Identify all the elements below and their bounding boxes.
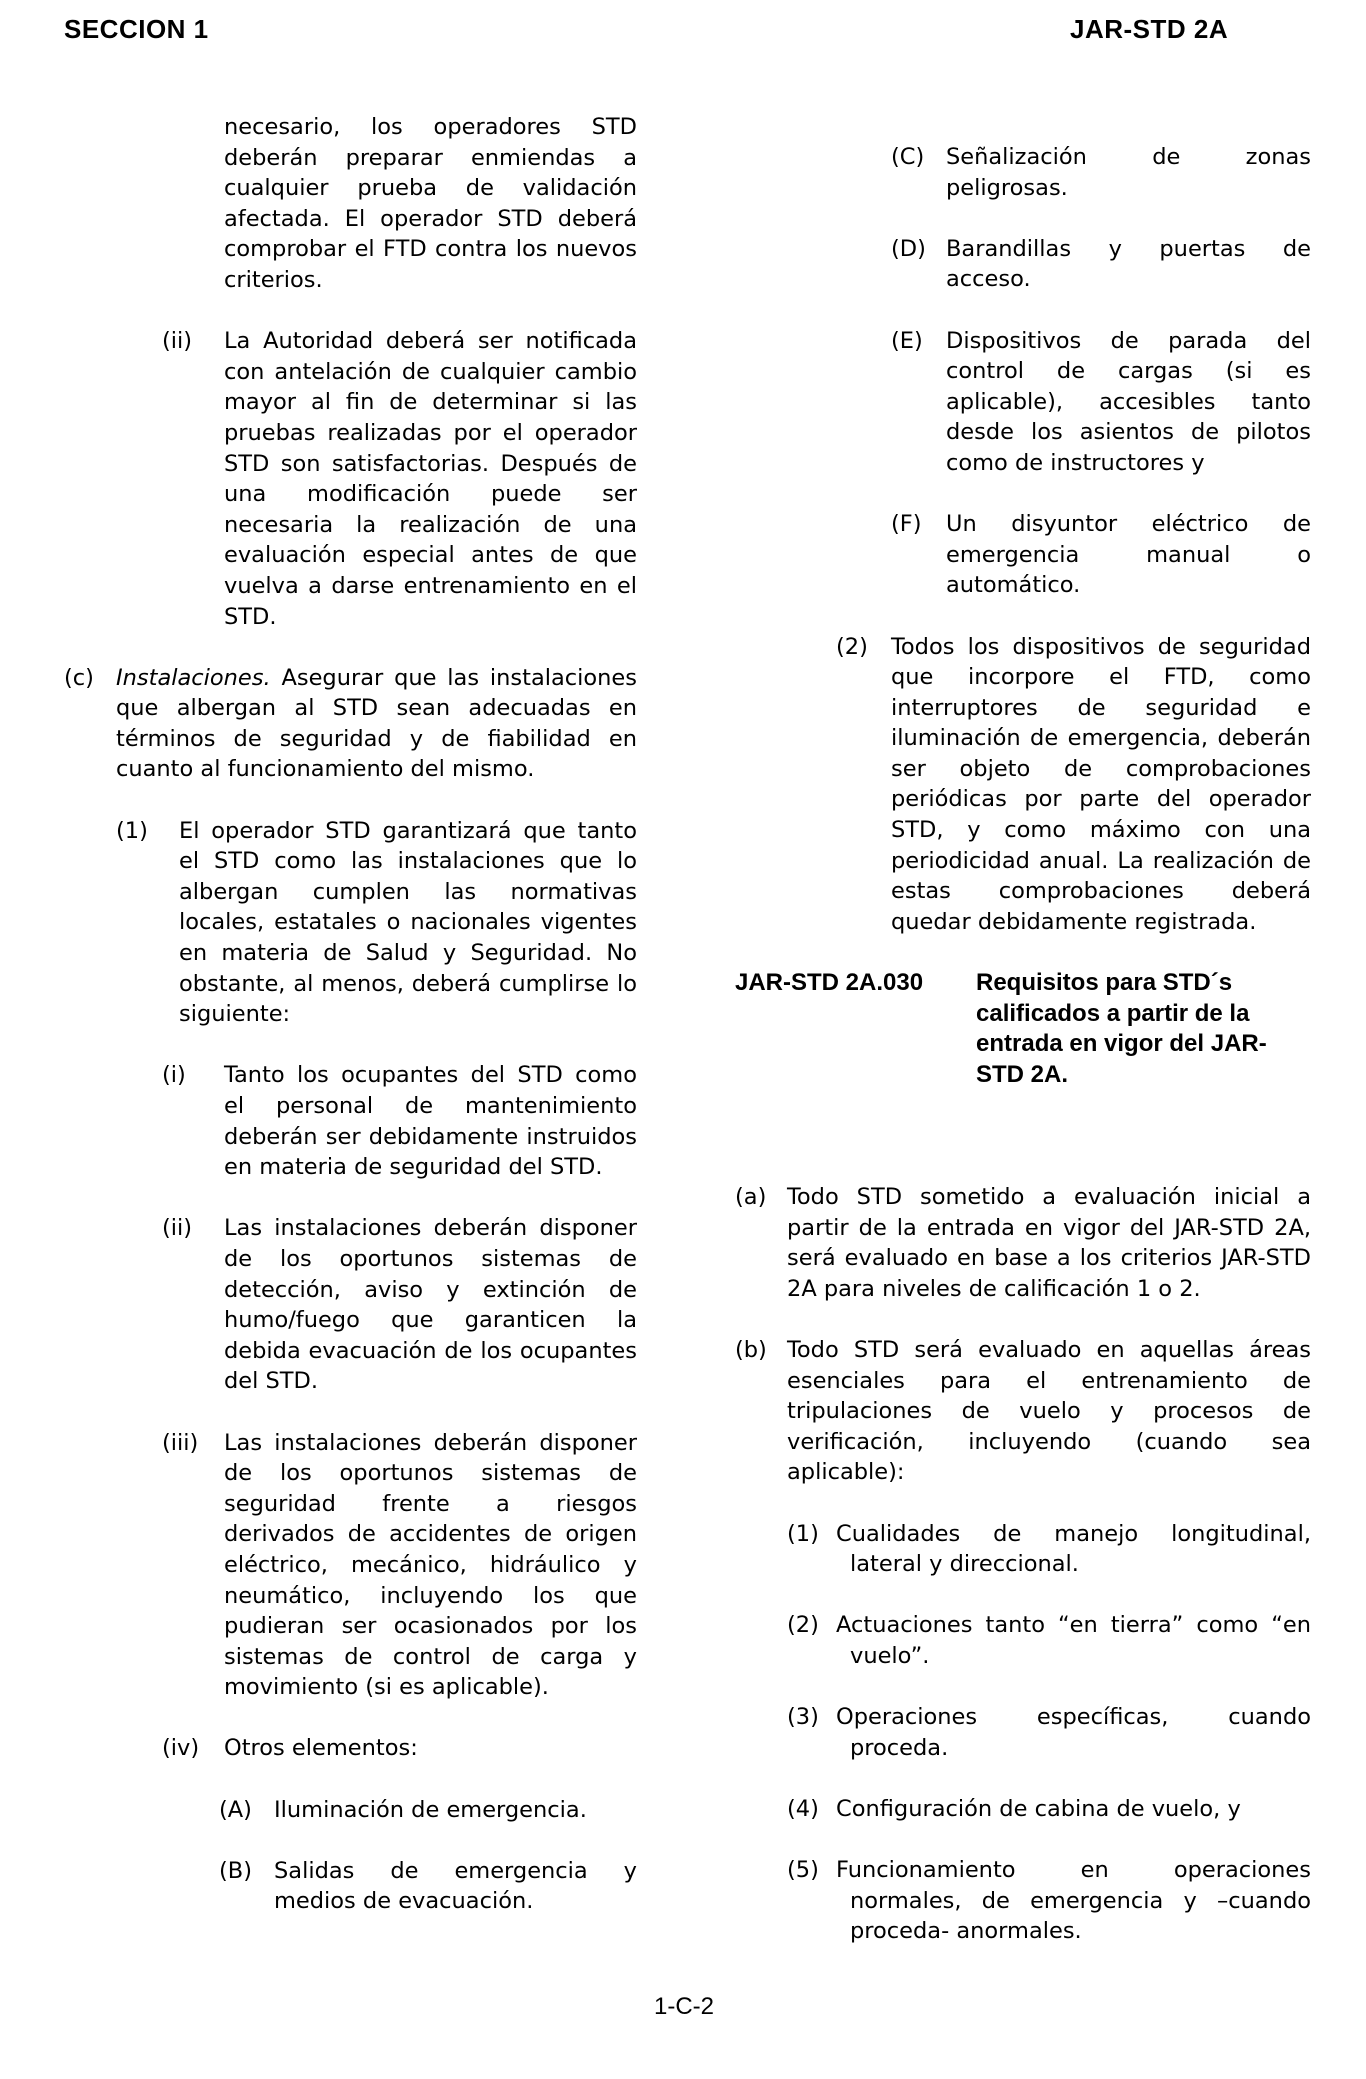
list-label: (A) xyxy=(219,1796,252,1823)
list-label: (1) xyxy=(787,1520,819,1547)
list-item-a xyxy=(731,1182,1311,1304)
list-item-text: Iluminación de emergencia. xyxy=(274,1796,587,1823)
list-item-text: Todo STD será evaluado en aquellas áreas esenciales para el entrenamiento de tripulaciones de vuelo y procesos de verificación, incluyendo (cuando sea aplicable): xyxy=(787,1337,1311,1486)
list-label: (a) xyxy=(735,1184,767,1211)
section-header: SECCION 1 xyxy=(64,14,209,44)
list-item-c1i xyxy=(64,1060,637,1182)
section-c xyxy=(64,663,637,785)
list-item-A xyxy=(64,1795,637,1826)
list-item-b3 xyxy=(731,1702,1311,1763)
list-item-text: Las instalaciones deberán disponer de los oportunos sistemas de detección, aviso y extinción de humo/fuego que garanticen la debida evacuación de los ocupantes del STD. xyxy=(224,1215,637,1395)
list-item-text: Tanto los ocupantes del STD como el personal de mantenimiento deberán ser debidamente instruidos en materia de seguridad del STD. xyxy=(224,1062,637,1181)
list-item-c1 xyxy=(64,816,637,1030)
list-label: (3) xyxy=(787,1704,819,1731)
list-item-text: Todo STD sometido a evaluación inicial a partir de la entrada en vigor del JAR-STD 2A, será evaluado en base a los criterios JAR-STD 2A para niveles de calificación 1 o 2. xyxy=(787,1184,1311,1302)
list-item-D xyxy=(731,234,1311,295)
section-label: (c) xyxy=(64,664,94,691)
list-item-text: Cualidades de manejo longitudinal, lateral y direccional. xyxy=(836,1520,1311,1578)
list-label: (2) xyxy=(836,633,868,660)
list-label: (B) xyxy=(219,1857,252,1884)
list-item-c1iii xyxy=(64,1428,637,1703)
list-item-text: Funcionamiento en operaciones normales, de emergencia y –cuando proceda- anormales. xyxy=(836,1857,1311,1945)
list-item-text: Configuración de cabina de vuelo, y xyxy=(836,1795,1241,1822)
list-item-text: Actuaciones tanto “en tierra” como “en vuelo”. xyxy=(836,1612,1311,1669)
list-label: (2) xyxy=(787,1612,819,1639)
list-item-B xyxy=(64,1856,637,1917)
list-item-F xyxy=(731,509,1311,601)
list-item-c1iv xyxy=(64,1733,637,1764)
list-label: (5) xyxy=(787,1857,819,1884)
list-item-C xyxy=(731,142,1311,203)
list-item-ii xyxy=(64,326,637,632)
list-item-c1ii xyxy=(64,1213,637,1397)
list-item-text: Salidas de emergencia y medios de evacuación. xyxy=(274,1857,637,1915)
requirement-heading xyxy=(731,968,1311,1121)
list-item-text: La Autoridad deberá ser notificada con antelación de cualquier cambio mayor al fin de determinar si las pruebas realizadas por el operador STD son satisfactorias. Después de una modificación puede ser necesaria la realización de una evaluación especial antes de que vuelva a darse entrenamiento en el STD. xyxy=(224,328,637,630)
list-label: (C) xyxy=(891,144,925,170)
list-label: (b) xyxy=(735,1337,767,1363)
list-item-c2 xyxy=(731,632,1311,938)
document-code-header: JAR-STD 2A xyxy=(1070,14,1229,44)
list-item-text: Operaciones específicas, cuando proceda. xyxy=(836,1704,1311,1761)
list-item-text: Barandillas y puertas de acceso. xyxy=(946,235,1311,293)
list-label: (ii) xyxy=(162,328,193,355)
requirement-code: JAR-STD 2A.030 xyxy=(735,969,924,997)
list-label: (F) xyxy=(891,511,922,538)
list-item-b4 xyxy=(731,1794,1311,1825)
left-column xyxy=(64,112,637,1948)
list-item-E xyxy=(731,326,1311,479)
list-label: (iii) xyxy=(162,1429,199,1456)
list-item-b2 xyxy=(731,1610,1311,1671)
list-item-text: Las instalaciones deberán disponer de los oportunos sistemas de seguridad frente a riesgos derivados de accidentes de origen eléctrico, mecánico, hidráulico y neumático, incluyendo los que pudieran ser ocasionados por los sistemas de control de carga y movimiento (si es aplicable). xyxy=(224,1429,637,1701)
list-label: (ii) xyxy=(162,1215,193,1242)
list-label: (4) xyxy=(787,1795,819,1822)
requirement-title: Requisitos para STD´s calificados a partir de la entrada en vigor del JAR-STD 2A. xyxy=(976,969,1267,1088)
section-title: Instalaciones. xyxy=(116,664,271,691)
list-item-text: Todos los dispositivos de seguridad que incorpore el FTD, como interruptores de seguridad e iluminación de emergencia, deberán ser objeto de comprobaciones periódicas por parte del operador STD, y como máximo con una periodicidad anual. La realización de estas comprobaciones deberá quedar debidamente registrada. xyxy=(891,633,1311,935)
section-text xyxy=(116,663,637,785)
list-item-text: El operador STD garantizará que tanto el STD como las instalaciones que lo albergan cumplen las normativas locales, estatales o nacionales vigentes en materia de Salud y Seguridad. No obstante, al menos, deberá cumplirse lo siguiente: xyxy=(179,817,637,1028)
list-item-text: Otros elementos: xyxy=(224,1735,418,1762)
paragraph-text: necesario, los operadores STD deberán preparar enmiendas a cualquier prueba de validación afectada. El operador STD deberá comprobar el FTD contra los nuevos criterios. xyxy=(224,114,637,293)
list-item-b xyxy=(731,1335,1311,1488)
list-label: (E) xyxy=(891,327,923,354)
page-number: 1-C-2 xyxy=(654,1993,715,2020)
right-column xyxy=(731,142,1311,1977)
list-label: (D) xyxy=(891,235,926,262)
list-item-text: Dispositivos de parada del control de cargas (si es aplicable), accesibles tanto desde los asientos de pilotos como de instructores y xyxy=(946,327,1311,476)
list-item-b5 xyxy=(731,1855,1311,1947)
list-label: (i) xyxy=(162,1062,186,1089)
list-item-text: Señalización de zonas peligrosas. xyxy=(946,144,1311,201)
paragraph-continuation xyxy=(64,112,637,296)
list-label: (iv) xyxy=(162,1735,200,1762)
list-item-b1 xyxy=(731,1519,1311,1580)
section-body: Asegurar que las instalaciones que albergan al STD sean adecuadas en términos de seguridad y de fiabilidad en cuanto al funcionamiento del mismo. xyxy=(116,664,637,783)
list-label: (1) xyxy=(116,817,148,844)
list-item-text: Un disyuntor eléctrico de emergencia manual o automático. xyxy=(946,511,1311,599)
